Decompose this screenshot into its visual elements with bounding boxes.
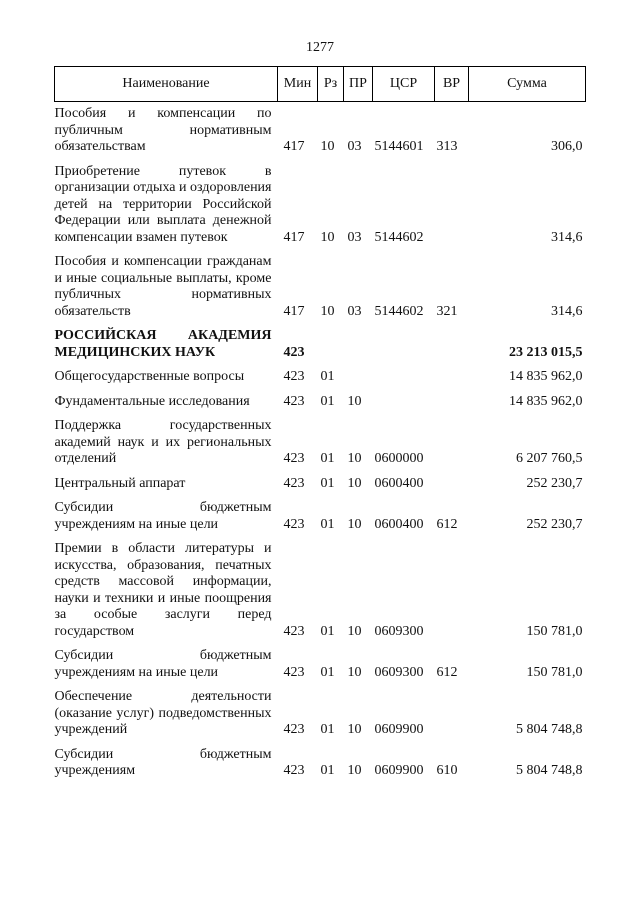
cell-pr: 10	[347, 516, 362, 532]
header-name: Наименование	[55, 67, 278, 102]
cell-csr: 0600400	[374, 475, 424, 491]
cell-name: Субсидии бюджетным учреждениям на иные цели	[54, 500, 272, 532]
cell-min: 423	[283, 451, 305, 466]
cell-pr	[344, 365, 373, 390]
cell-csr: 0609900	[374, 763, 424, 778]
cell-rz: 01	[320, 369, 335, 384]
cell-pr: 03	[347, 139, 362, 154]
cell-pr: 10	[347, 623, 362, 639]
cell-pr: 10	[347, 664, 362, 680]
table-row	[55, 324, 586, 365]
table-row	[55, 160, 586, 251]
cell-min: 423	[283, 763, 305, 778]
cell-rz: 01	[320, 722, 335, 737]
cell-name: Субсидии бюджетным учреждениям	[54, 746, 272, 778]
table-row	[55, 644, 586, 685]
cell-sum: 6 207 760,5	[516, 451, 583, 466]
cell-vr: 612	[436, 664, 458, 680]
cell-csr	[373, 324, 435, 365]
cell-vr: 321	[436, 303, 458, 319]
cell-sum: 314,6	[551, 303, 583, 319]
cell-csr: 0609300	[374, 623, 424, 639]
cell-min: 417	[283, 139, 305, 154]
cell-min: 423	[283, 393, 305, 409]
cell-rz: 01	[320, 623, 335, 639]
header-csr: ЦСР	[373, 67, 435, 102]
cell-vr	[435, 160, 469, 251]
table-row	[55, 390, 586, 415]
cell-sum: 252 230,7	[526, 516, 583, 532]
header-min: Мин	[278, 67, 318, 102]
header-vr: ВР	[435, 67, 469, 102]
cell-name: Премии в области литературы и искусства, образования, печатных средств массовой информации, науки и техники и иные поощрения за особые заслуги перед государством	[54, 541, 272, 639]
cell-csr	[373, 365, 435, 390]
cell-vr	[435, 414, 469, 472]
cell-vr	[435, 685, 469, 743]
cell-csr: 5144602	[374, 229, 424, 245]
cell-pr: 10	[347, 451, 362, 466]
cell-csr: 0600000	[374, 451, 424, 466]
cell-pr: 10	[347, 475, 362, 491]
cell-sum: 150 781,0	[526, 623, 583, 639]
cell-csr: 0609900	[374, 722, 424, 737]
cell-sum: 314,6	[551, 229, 583, 245]
cell-vr: 313	[436, 139, 458, 154]
header-pr: ПР	[344, 67, 373, 102]
cell-vr	[435, 390, 469, 415]
cell-min: 423	[283, 344, 305, 360]
cell-sum: 252 230,7	[526, 475, 583, 491]
header-rz: Рз	[318, 67, 344, 102]
cell-pr: 03	[347, 229, 362, 245]
table-body	[55, 102, 586, 784]
cell-vr: 610	[436, 763, 458, 778]
header-sum: Сумма	[469, 67, 586, 102]
cell-name: Центральный аппарат	[54, 475, 186, 491]
cell-csr: 5144602	[374, 303, 424, 319]
cell-vr	[435, 365, 469, 390]
cell-rz: 01	[320, 664, 335, 680]
cell-min: 417	[283, 303, 305, 319]
table-header	[55, 67, 586, 102]
cell-rz: 01	[320, 451, 335, 466]
cell-name: Пособия и компенсации гражданам и иные социальные выплаты, кроме публичных нормативных обязательств	[54, 254, 272, 319]
table-row	[55, 537, 586, 644]
cell-csr	[373, 390, 435, 415]
table-row	[55, 414, 586, 472]
cell-rz	[318, 324, 344, 365]
cell-sum: 150 781,0	[526, 664, 583, 680]
cell-name: Приобретение путевок в организации отдыха и оздоровления детей на территории Российской Федерации или выплата денежной компенсации взамен путевок	[54, 163, 272, 245]
cell-min: 423	[283, 369, 305, 384]
cell-vr	[435, 537, 469, 644]
cell-name: Общегосударственные вопросы	[54, 369, 245, 384]
cell-csr: 0609300	[374, 664, 424, 680]
cell-pr: 03	[347, 303, 362, 319]
cell-min: 423	[283, 475, 305, 491]
cell-name: Пособия и компенсации по публичным нормативным обязательствам	[54, 106, 272, 154]
table-row	[55, 685, 586, 743]
cell-rz: 01	[320, 763, 335, 778]
table-row	[55, 743, 586, 784]
cell-pr: 10	[347, 722, 362, 737]
cell-rz: 01	[320, 393, 335, 409]
table-row	[55, 250, 586, 324]
table-row	[55, 365, 586, 390]
cell-rz: 01	[320, 516, 335, 532]
table-row	[55, 102, 586, 160]
cell-csr: 5144601	[374, 139, 424, 154]
cell-min: 423	[283, 623, 305, 639]
table-row	[55, 496, 586, 537]
cell-name: Фундаментальные исследования	[54, 393, 250, 409]
cell-sum: 14 835 962,0	[509, 393, 583, 409]
cell-name: Обеспечение деятельности (оказание услуг) подведомственных учреждений	[54, 689, 272, 737]
cell-csr: 0600400	[374, 516, 424, 532]
cell-name: РОССИЙСКАЯ АКАДЕМИЯ МЕДИЦИНСКИХ НАУК	[54, 328, 272, 360]
cell-rz: 10	[320, 139, 335, 154]
cell-sum: 5 804 748,8	[516, 722, 583, 737]
cell-sum: 14 835 962,0	[509, 369, 583, 384]
cell-vr	[435, 472, 469, 497]
cell-pr: 10	[347, 393, 362, 409]
cell-pr: 10	[347, 763, 362, 778]
cell-vr	[435, 324, 469, 365]
cell-sum: 306,0	[551, 139, 583, 154]
cell-name: Поддержка государственных академий наук и их региональных отделений	[54, 418, 272, 466]
cell-vr: 612	[436, 516, 458, 532]
cell-rz: 10	[320, 303, 335, 319]
table-row	[55, 472, 586, 497]
cell-min: 423	[283, 722, 305, 737]
budget-table	[54, 66, 586, 784]
cell-min: 417	[283, 229, 305, 245]
cell-sum: 23 213 015,5	[509, 344, 583, 360]
cell-rz: 01	[320, 475, 335, 491]
cell-name: Субсидии бюджетным учреждениям на иные цели	[54, 648, 272, 680]
cell-rz: 10	[320, 229, 335, 245]
cell-min: 423	[283, 516, 305, 532]
page-number: 1277	[306, 40, 334, 55]
cell-pr	[344, 324, 373, 365]
cell-sum: 5 804 748,8	[516, 763, 583, 778]
cell-min: 423	[283, 664, 305, 680]
